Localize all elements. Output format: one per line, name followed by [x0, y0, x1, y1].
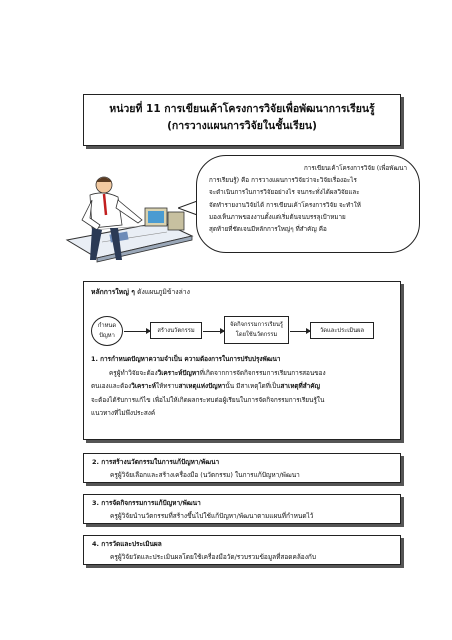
section-3-text: ครูผู้วิจัยนำนวัตกรรมที่สร้างขึ้นไปใช้แก้ปัญหา/พัฒนาตามแผนที่กำหนดไว้ [110, 511, 314, 520]
unit-title-box [83, 94, 401, 146]
flow-arrow-1 [124, 331, 150, 332]
p1-l1-b: วิเคราะห์ปัญหา [157, 368, 200, 377]
principles-box [83, 281, 401, 440]
principle-1-heading: 1. การกำหนดปัญหาความจำเป็น ความต้องการในการปรับปรุงพัฒนา [91, 355, 281, 363]
flow-step-evaluation: วัดและประเมินผล [310, 322, 374, 339]
bubble-line-6: สุดท้ายที่ชัดเจนมีหลักการใหญ่ๆ ที่สำคัญ คือ [209, 226, 327, 234]
flow-step-1-line-2: ปัญหา [99, 333, 115, 339]
p1-l1-c: ที่เกิดจากการจัดกิจกรรมการเรียนการสอนของ [199, 368, 326, 377]
flow-arrow-2 [203, 331, 224, 332]
section-2-box [83, 453, 401, 483]
principle-1-line-4: แนวทางที่ไม่พึงประสงค์ [91, 409, 156, 417]
flow-arrow-3 [290, 331, 310, 332]
section-3-box [83, 494, 401, 524]
unit-title: หน่วยที่ 11 การเขียนเค้าโครงการวิจัยเพื่อพัฒนาการเรียนรู้ [109, 103, 375, 115]
flow-step-3-line-2: โดยใช้นวัตกรรม [235, 332, 278, 338]
p1-l2-a: ตนเองและต้อง [91, 382, 132, 390]
flow-step-define-problem [91, 316, 123, 346]
principles-heading-row [91, 286, 190, 297]
principle-1-line-1 [91, 367, 397, 381]
principle-1-line-2 [91, 380, 397, 394]
bubble-line-5: มองเห็นภาพของงานตั้งแต่เริ่มต้นจนบรรลุเป้าหมาย [209, 213, 346, 221]
p1-l2-f: สาเหตุที่สำคัญ [280, 382, 320, 390]
principle-1-line-3: จะต้องได้รับการแก้ไข เพื่อไม่ให้เกิดผลกระทบต่อผู้เรียนในการจัดกิจกรรมการเรียนรู้ใน [91, 395, 325, 404]
p1-l2-b: วิเคราะห์ [131, 382, 156, 390]
principles-heading: หลักการใหญ่ ๆ [91, 288, 135, 296]
flow-step-learning-activities [224, 316, 289, 344]
flow-step-create-innovation: สร้างนวัตกรรม [150, 322, 202, 339]
bubble-line-3: จะดำเนินการในการวิจัยอย่างไร จนกระทั่งได้ผลวิจัยและ [209, 189, 360, 197]
unit-subtitle: (การวางแผนการวิจัยในชั้นเรียน) [167, 120, 317, 132]
bubble-line-2: การเรียนรู้) คือ การวางแผนการวิจัยว่าจะวิจัยเรื่องอะไร [209, 177, 357, 185]
p1-l2-c: ให้ทราบ [155, 382, 179, 390]
principle-1-section [91, 353, 397, 421]
bubble-line-1: การเขียนเค้าโครงการวิจัย (เพื่อพัฒนา [303, 165, 407, 172]
bubble-line-4: จัดทำรายงานวิจัยได้ การเขียนเค้าโครงการวิจัย จะทำให้ [209, 201, 361, 209]
section-2-text: ครูผู้วิจัยเลือกและสร้างเครื่องมือ (นวัตกรรม) ในการแก้ปัญหา/พัฒนา [110, 470, 300, 479]
principles-heading-suffix: ดังแผนภูมิข้างล่าง [134, 288, 190, 296]
section-4-text: ครูผู้วิจัยวัดและประเมินผลโดยใช้เครื่องมือวัด/รวบรวมข้อมูลที่สอดคล้องกับ [110, 552, 316, 561]
speech-bubble [196, 155, 420, 253]
p1-l2-e: นั้น มีสาเหตุใดที่เป็น [225, 382, 281, 390]
p1-l2-d: สาเหตุแห่งปัญหา [178, 382, 226, 390]
flow-step-3-line-1: จัดกิจกรรมการเรียนรู้ [229, 322, 284, 328]
section-4-heading: 4. การวัดและประเมินผล [92, 540, 162, 548]
p1-l1-a: ครูผู้ทำวิจัยจะต้อง [109, 368, 158, 377]
flow-step-1-line-1: กำหนด [97, 323, 117, 329]
section-4-box [83, 535, 401, 565]
section-3-heading: 3. การจัดกิจกรรมการแก้ปัญหา/พัฒนา [92, 499, 201, 507]
section-2-heading: 2. การสร้างนวัตกรรมในการแก้ปัญหา/พัฒนา [92, 458, 220, 466]
